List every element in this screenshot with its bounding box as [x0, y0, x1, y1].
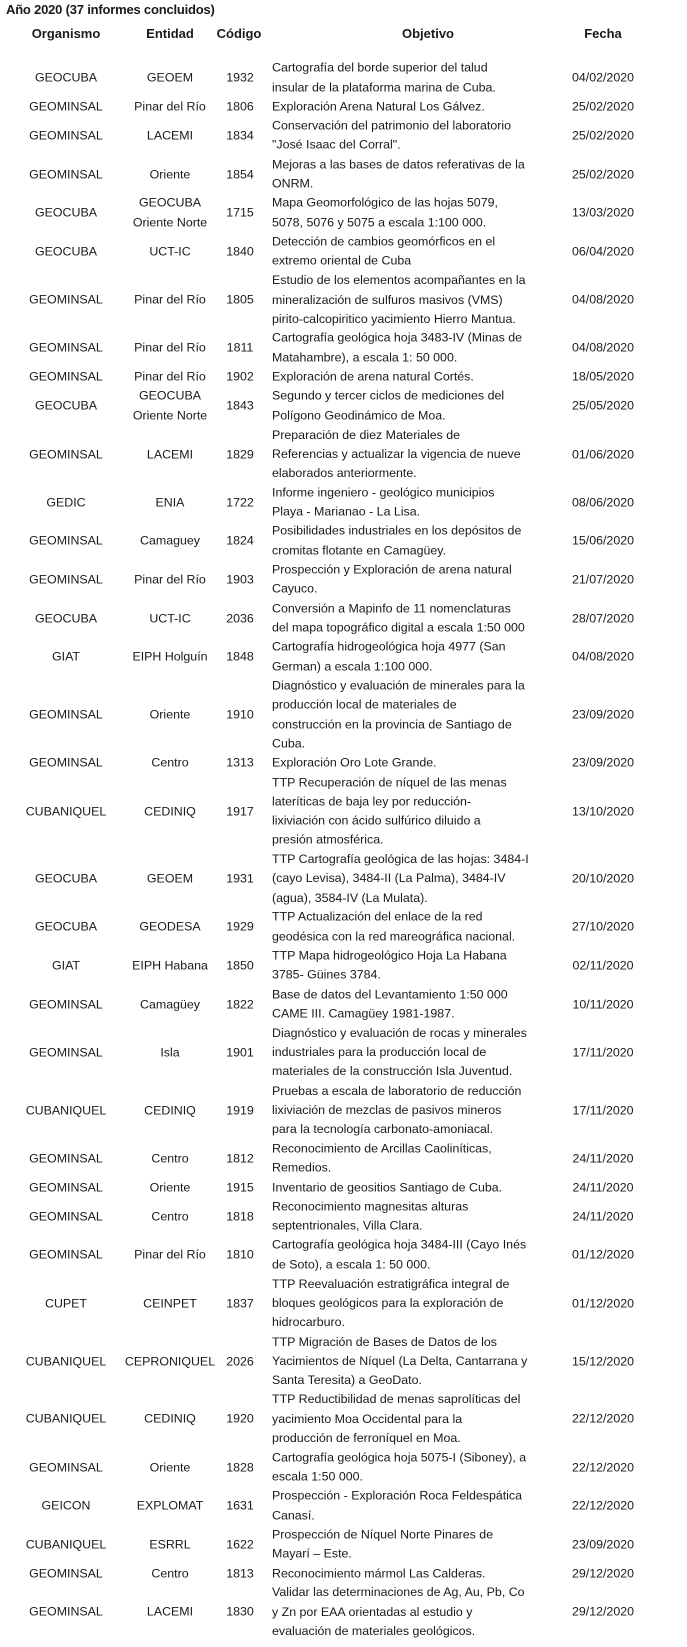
cell-entidad: CEPRONIQUEL [124, 1353, 216, 1368]
cell-codigo: 1806 [226, 99, 254, 114]
cell-organismo: GEOMINSAL [29, 167, 103, 182]
cell-entidad: GEOCUBA Oriente Norte [132, 389, 208, 423]
cell-codigo: 1843 [226, 398, 254, 413]
cell-entidad: CEDINIQ [144, 1103, 196, 1118]
cell-fecha: 17/11/2020 [572, 1045, 634, 1060]
cell-fecha: 01/12/2020 [571, 1247, 634, 1262]
table-row [0, 773, 687, 850]
cell-objetivo: TTP Reductibilidad de menas saprolíticas del yacimiento Moa Occidental para la producción de ferroníquel en Moa. [272, 1392, 521, 1446]
table-row [0, 677, 687, 754]
cell-entidad: GEOEM [146, 70, 194, 85]
cell-objetivo: Pruebas a escala de laboratorio de reducción lixiviación de mezclas de pasivos mineros para la tecnología carbonato-amoniacal. [272, 1083, 522, 1137]
table-row [0, 522, 687, 561]
column-header-codigo: Código [216, 26, 262, 41]
cell-objetivo: Prospección de Níquel Norte Pinares de Mayarí – Este. [272, 1527, 494, 1561]
cell-codigo: 1920 [226, 1411, 254, 1426]
table-row [0, 426, 687, 484]
cell-organismo: GEOMINSAL [29, 292, 103, 307]
cell-codigo: 1854 [226, 167, 254, 182]
cell-objetivo: Cartografía del borde superior del talud insular de la plataforma marina de Cuba. [272, 61, 496, 95]
cell-organismo: GEOMINSAL [29, 128, 103, 143]
cell-organismo: GEOCUBA [35, 205, 97, 220]
cell-entidad: ENIA [155, 495, 185, 510]
cell-fecha: 22/12/2020 [571, 1460, 634, 1475]
cell-codigo: 1932 [226, 70, 254, 85]
table-row [0, 947, 687, 986]
cell-entidad: Centro [151, 1209, 189, 1224]
cell-entidad: GEOEM [146, 871, 194, 886]
cell-organismo: GEOMINSAL [29, 1209, 103, 1224]
cell-organismo: GEOCUBA [35, 919, 97, 934]
cell-codigo: 1828 [226, 1460, 254, 1475]
cell-organismo: CUBANIQUEL [25, 1353, 107, 1368]
cell-entidad: Centro [151, 1151, 189, 1166]
cell-fecha: 25/02/2020 [571, 167, 634, 182]
cell-entidad: Pinar del Río [134, 292, 206, 307]
cell-objetivo: Diagnóstico y evaluación de minerales para la producción local de materiales de construcción en la provincia de Santiago de Cuba. [272, 678, 525, 751]
cell-codigo: 1910 [226, 707, 254, 722]
table-row [0, 1275, 687, 1333]
table-row [0, 1140, 687, 1179]
cell-fecha: 22/12/2020 [571, 1411, 634, 1426]
cell-objetivo: Mejoras a las bases de datos referativas de la ONRM. [272, 157, 525, 191]
cell-codigo: 1824 [226, 533, 254, 548]
table-row [0, 155, 687, 194]
cell-entidad: Oriente [149, 1180, 191, 1195]
cell-organismo: GEOCUBA [35, 244, 97, 259]
cell-codigo: 2036 [226, 610, 254, 625]
cell-organismo: GEOCUBA [35, 70, 97, 85]
cell-organismo: GEOMINSAL [29, 340, 103, 355]
cell-organismo: GEOMINSAL [29, 755, 103, 770]
cell-fecha: 25/02/2020 [571, 99, 634, 114]
cell-organismo: CUPET [45, 1295, 87, 1310]
cell-organismo: GIAT [52, 649, 80, 664]
reports-table-body [0, 59, 687, 1641]
cell-organismo: GEOMINSAL [29, 572, 103, 587]
cell-fecha: 15/06/2020 [571, 533, 634, 548]
cell-fecha: 17/11/2020 [572, 1103, 634, 1118]
cell-organismo: GEOMINSAL [29, 533, 103, 548]
cell-organismo: GEOMINSAL [29, 369, 103, 384]
cell-objetivo: Cartografía hidrogeológica hoja 4977 (San German) a escala 1:100 000. [272, 639, 506, 674]
cell-codigo: 1840 [226, 244, 254, 259]
cell-entidad: Camaguey [140, 533, 200, 548]
cell-objetivo: TTP Actualización del enlace de la red geodésica con la red mareográfica nacional. [272, 910, 516, 944]
cell-fecha: 27/10/2020 [571, 919, 634, 934]
cell-codigo: 1929 [226, 919, 254, 934]
cell-fecha: 01/06/2020 [571, 446, 634, 461]
cell-objetivo: Conversión a Mapinfo de 11 nomenclaturas del mapa topográfico digital a escala 1:50 000 [272, 601, 525, 635]
cell-entidad: Oriente [149, 1460, 191, 1475]
cell-entidad: Oriente [149, 167, 191, 182]
cell-organismo: CUBANIQUEL [25, 803, 107, 818]
cell-entidad: Pinar del Río [134, 572, 206, 587]
table-row [0, 561, 687, 600]
cell-organismo: GEOMINSAL [29, 1180, 103, 1195]
cell-codigo: 1830 [226, 1604, 254, 1619]
cell-codigo: 1829 [226, 446, 254, 461]
cell-objetivo: Posibilidades industriales en los depósitos de cromitas flotante en Camagüey. [272, 524, 522, 558]
cell-entidad: UCT-IC [149, 244, 191, 259]
cell-organismo: GEOMINSAL [29, 1151, 103, 1166]
cell-organismo: CUBANIQUEL [25, 1411, 107, 1426]
table-row [0, 754, 687, 773]
table-row [0, 117, 687, 156]
table-row [0, 1178, 687, 1197]
cell-objetivo: TTP Reevaluación estratigráfica integral de bloques geológicos para la exploración de hidrocarburo. [272, 1276, 510, 1330]
cell-objetivo: Inventario de geositios Santiago de Cuba. [272, 1180, 503, 1195]
cell-fecha: 23/09/2020 [571, 707, 634, 722]
cell-fecha: 15/12/2020 [571, 1353, 634, 1368]
cell-objetivo: Detección de cambios geomórficos en el extremo oriental de Cuba [272, 234, 496, 268]
cell-codigo: 1812 [226, 1151, 254, 1166]
cell-fecha: 29/12/2020 [571, 1604, 634, 1619]
cell-entidad: CEINPET [143, 1295, 197, 1310]
cell-objetivo: Cartografía geológica hoja 3483-IV (Minas de Matahambre), a escala 1: 50 000. [272, 331, 523, 365]
cell-organismo: GEOMINSAL [29, 1045, 103, 1060]
cell-codigo: 1917 [226, 803, 254, 818]
cell-fecha: 25/05/2020 [571, 398, 634, 413]
cell-objetivo: TTP Migración de Bases de Datos de los Yacimientos de Níquel (La Delta, Cantarrana y Santa Teresita) a GeoDato. [272, 1334, 528, 1388]
cell-codigo: 1810 [226, 1247, 254, 1262]
cell-fecha: 23/09/2020 [571, 1537, 634, 1552]
cell-codigo: 1903 [226, 572, 254, 587]
table-row [0, 1333, 687, 1391]
cell-organismo: GEOMINSAL [29, 1566, 103, 1581]
table-row [0, 985, 687, 1024]
cell-entidad: Centro [151, 755, 189, 770]
cell-objetivo: Prospección y Exploración de arena natural Cayuco. [272, 562, 512, 597]
cell-organismo: GEOMINSAL [29, 996, 103, 1011]
table-row [0, 329, 687, 368]
cell-fecha: 20/10/2020 [571, 871, 634, 886]
cell-fecha: 24/11/2020 [572, 1180, 634, 1195]
table-row [0, 233, 687, 272]
cell-objetivo: Base de datos del Levantamiento 1:50 000 CAME III. Camagüey 1981-1987. [272, 987, 508, 1021]
cell-objetivo: Conservación del patrimonio del laboratorio "José Isaac del Corral". [272, 118, 511, 153]
cell-codigo: 1715 [226, 205, 254, 220]
cell-fecha: 04/08/2020 [571, 292, 634, 307]
cell-objetivo: Validar las determinaciones de Ag, Au, Pb, Co y Zn por EAA orientadas al estudio y evaluación de materiales geológicos. [272, 1585, 525, 1639]
table-row [0, 908, 687, 947]
cell-objetivo: Preparación de diez Materiales de Referencias y actualizar la vigencia de nueve elaborados anteriormente. [272, 427, 521, 481]
cell-entidad: CEDINIQ [144, 803, 196, 818]
cell-fecha: 24/11/2020 [572, 1209, 634, 1224]
cell-fecha: 22/12/2020 [571, 1498, 634, 1513]
table-row [0, 599, 687, 638]
table-row [0, 484, 687, 523]
cell-fecha: 06/04/2020 [571, 244, 634, 259]
cell-entidad: Oriente [149, 707, 191, 722]
table-row [0, 1526, 687, 1565]
cell-codigo: 1915 [226, 1180, 254, 1195]
cell-entidad: ESRRL [149, 1537, 191, 1552]
table-row [0, 1564, 687, 1583]
table-row [0, 98, 687, 117]
cell-organismo: GEOMINSAL [29, 707, 103, 722]
table-row [0, 1024, 687, 1082]
cell-objetivo: Informe ingeniero - geológico municipios Playa - Marianao - La Lisa. [272, 485, 495, 519]
cell-entidad: Pinar del Río [134, 369, 206, 384]
cell-organismo: GEOCUBA [35, 398, 97, 413]
cell-codigo: 2026 [226, 1353, 254, 1368]
cell-codigo: 1805 [226, 292, 254, 307]
cell-codigo: 1850 [226, 958, 254, 973]
cell-codigo: 1813 [226, 1566, 254, 1581]
cell-objetivo: Reconocimiento de Arcillas Caoliníticas, Remedios. [272, 1141, 492, 1175]
table-row [0, 368, 687, 387]
column-header-objetivo: Objetivo [401, 26, 454, 41]
cell-objetivo: Reconocimiento magnesitas alturas septentrionales, Villa Clara. [272, 1199, 469, 1233]
cell-entidad: EXPLOMAT [136, 1498, 204, 1513]
cell-objetivo: Estudio de los elementos acompañantes en la mineralización de sulfuros masivos (VMS) pirito-calcopiritico yacimiento Hierro Mantua. [272, 273, 526, 326]
cell-objetivo: Exploración Arena Natural Los Gálvez. [272, 99, 485, 114]
cell-fecha: 04/02/2020 [571, 70, 634, 85]
cell-objetivo: Cartografía geológica hoja 5075-I (Siboney), a escala 1:50 000. [272, 1450, 527, 1484]
table-row [0, 1082, 687, 1140]
table-row [0, 387, 687, 426]
cell-entidad: GEOCUBA Oriente Norte [132, 196, 208, 230]
cell-objetivo: Prospección - Exploración Roca Feldespática Canasí. [272, 1488, 523, 1523]
cell-organismo: GEOCUBA [35, 871, 97, 886]
cell-objetivo: Segundo y tercer ciclos de mediciones del Polígono Geodinámico de Moa. [272, 389, 505, 423]
cell-entidad: CEDINIQ [144, 1411, 196, 1426]
cell-objetivo: Diagnóstico y evaluación de rocas y minerales industriales para la producción local de materiales de la construcción Isla Juventud. [272, 1025, 527, 1079]
cell-objetivo: Exploración de arena natural Cortés. [272, 369, 474, 384]
cell-organismo: GEOMINSAL [29, 99, 103, 114]
cell-codigo: 1631 [226, 1498, 254, 1513]
cell-fecha: 10/11/2020 [572, 996, 634, 1011]
cell-entidad: LACEMI [146, 128, 194, 143]
cell-objetivo: Reconocimiento mármol Las Calderas. [272, 1566, 486, 1581]
cell-objetivo: TTP Cartografía geológica de las hojas: 3484-I (cayo Levisa), 3484-II (La Palma), 3484-IV (agua), 3584-IV (La Mulata). [272, 852, 529, 905]
cell-codigo: 1902 [226, 369, 254, 384]
table-row [0, 638, 687, 677]
table-row [0, 271, 687, 329]
cell-fecha: 18/05/2020 [571, 369, 634, 384]
cell-codigo: 1622 [226, 1537, 254, 1552]
cell-fecha: 13/10/2020 [571, 803, 634, 818]
cell-codigo: 1931 [226, 871, 254, 886]
table-row [0, 59, 687, 98]
cell-fecha: 13/03/2020 [571, 205, 634, 220]
cell-codigo: 1919 [226, 1103, 254, 1118]
cell-fecha: 08/06/2020 [571, 495, 634, 510]
cell-fecha: 28/07/2020 [571, 610, 634, 625]
cell-codigo: 1722 [226, 495, 254, 510]
cell-codigo: 1834 [226, 128, 254, 143]
cell-entidad: Pinar del Río [134, 99, 206, 114]
table-header [0, 26, 687, 46]
cell-entidad: EIPH Holguín [132, 649, 208, 664]
cell-codigo: 1818 [226, 1209, 254, 1224]
cell-codigo: 1901 [226, 1045, 254, 1060]
column-header-fecha: Fecha [584, 26, 622, 41]
cell-entidad: EIPH Habana [132, 958, 208, 973]
cell-objetivo: Cartografía geológica hoja 3484-III (Cayo Inés de Soto), a escala 1: 50 000. [272, 1238, 527, 1272]
cell-organismo: CUBANIQUEL [25, 1103, 107, 1118]
cell-entidad: Camagüey [140, 996, 200, 1011]
cell-organismo: GEOMINSAL [29, 1460, 103, 1475]
table-row [0, 194, 687, 233]
cell-objetivo: Exploración Oro Lote Grande. [272, 755, 437, 770]
column-header-organismo: Organismo [31, 26, 101, 41]
cell-organismo: GEOCUBA [35, 610, 97, 625]
cell-codigo: 1848 [226, 649, 254, 664]
cell-entidad: Isla [160, 1045, 180, 1060]
cell-objetivo: Mapa Geomorfológico de las hojas 5079, 5078, 5076 y 5075 a escala 1:100 000. [272, 196, 498, 230]
document-title: Año 2020 (37 informes concluidos) [6, 2, 215, 17]
cell-organismo: GEICON [41, 1498, 91, 1513]
cell-entidad: UCT-IC [149, 610, 191, 625]
table-row [0, 1390, 687, 1448]
cell-codigo: 1313 [226, 755, 254, 770]
cell-codigo: 1837 [226, 1295, 254, 1310]
cell-fecha: 21/07/2020 [571, 572, 634, 587]
cell-codigo: 1811 [226, 340, 254, 355]
cell-entidad: Centro [151, 1566, 189, 1581]
cell-organismo: GEDIC [46, 495, 86, 510]
cell-entidad: Pinar del Río [134, 1247, 206, 1262]
cell-fecha: 04/08/2020 [571, 649, 634, 664]
table-row [0, 1236, 687, 1275]
cell-fecha: 24/11/2020 [572, 1151, 634, 1166]
cell-organismo: GEOMINSAL [29, 446, 103, 461]
cell-fecha: 02/11/2020 [572, 958, 634, 973]
cell-objetivo: TTP Recuperación de níquel de las menas lateríticas de baja ley por reducción- lixiviación con ácido sulfúrico diluido a presión atmosférica. [272, 774, 507, 847]
cell-fecha: 23/09/2020 [571, 755, 634, 770]
cell-objetivo: TTP Mapa hidrogeológico Hoja La Habana 3785- Güines 3784. [272, 948, 507, 982]
cell-organismo: GEOMINSAL [29, 1604, 103, 1619]
cell-fecha: 04/08/2020 [571, 340, 634, 355]
cell-entidad: LACEMI [146, 446, 194, 461]
cell-fecha: 01/12/2020 [571, 1295, 634, 1310]
cell-entidad: LACEMI [146, 1604, 194, 1619]
cell-fecha: 29/12/2020 [571, 1566, 634, 1581]
cell-organismo: GEOMINSAL [29, 1247, 103, 1262]
table-row [0, 1448, 687, 1487]
cell-fecha: 25/02/2020 [571, 128, 634, 143]
cell-entidad: Pinar del Río [134, 340, 206, 355]
table-row [0, 1198, 687, 1237]
cell-codigo: 1822 [226, 996, 254, 1011]
table-row [0, 1487, 687, 1526]
cell-organismo: CUBANIQUEL [25, 1537, 107, 1552]
column-header-entidad: Entidad [146, 26, 194, 41]
cell-entidad: GEODESA [139, 919, 201, 934]
cell-organismo: GIAT [52, 958, 80, 973]
table-row [0, 850, 687, 908]
table-row [0, 1583, 687, 1641]
